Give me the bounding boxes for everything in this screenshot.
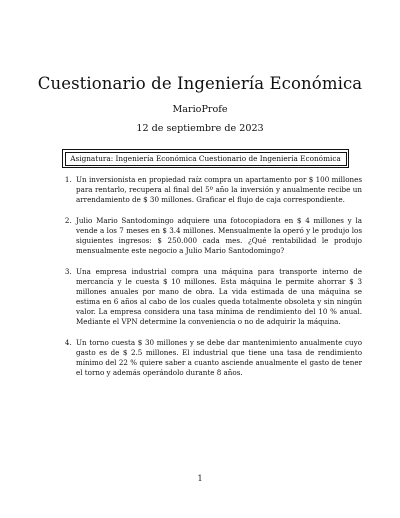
document-title: Cuestionario de Ingeniería Económica	[37, 74, 363, 93]
subject-label: Asignatura: Ingeniería Económica Cuestionario de Ingeniería Económica	[65, 152, 347, 166]
document-date: 12 de septiembre de 2023	[136, 123, 264, 134]
question-item: 3. Una empresa industrial compra una máquina para transporte interno de mercancía y le cuesta $ 10 millones. Esta máquina le permite ahorrar $ 3 millones anuales por mano de obra. La vida estimada de una máquina se estima en 6 años al cabo de los cuales queda totalmente obsoleta y sin ningún valor. La empresa considera una tasa mínima de rendimiento del 10 % anual. Mediante el VPN determine la conveniencia o no de adquirir la máquina.	[74, 267, 362, 326]
question-item: 1. Un inversionista en propiedad raíz compra un apartamento por $ 100 millones para rentarlo, recupera al final del 5º año la inversión y anualmente recibe un arrendamiento de $ 30 millones. Graficar el flujo de caja correspondiente.	[74, 175, 362, 205]
page-number: 1	[197, 474, 203, 483]
question-item: 4. Un torno cuesta $ 30 millones y se debe dar mantenimiento anualmente cuyo gasto es de $ 2.5 millones. El industrial que tiene una tasa de rendimiento mínimo del 22 % quiere saber a cuanto asciende anualmente el gasto de tener el torno y además operándolo durante 8 años.	[74, 338, 362, 378]
question-item: 2. Julio Mario Santodomingo adquiere una fotocopiadora en $ 4 millones y la vende a los 7 meses en $ 3.4 millones. Mensualmente la operó y le produjo los siguientes ingresos: $ 250.000 cada mes. ¿Qué rentabilidad le produjo mensualmente este negocio a Julio Mario Santodomingo?	[74, 216, 362, 256]
document-author: MarioProfe	[172, 104, 228, 115]
question-list	[56, 175, 362, 389]
subject-box	[62, 149, 349, 168]
